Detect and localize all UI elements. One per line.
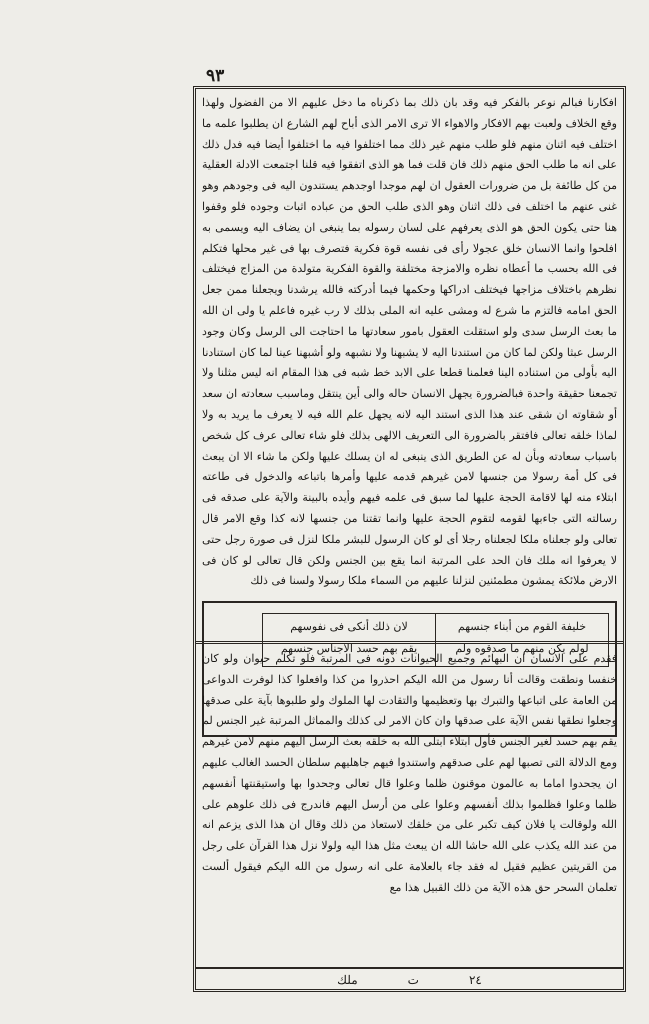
signature-mark: ملك <box>337 973 358 987</box>
main-text-bottom <box>202 649 617 964</box>
page-number: ٩٣ <box>206 66 225 86</box>
paragraph: فقدم على الانسان ان البهائم وجميع الحيوانات دونه فى المرتبة فلو تكلم حيوان ولو كان خنفسا ونطقت وقالت أنا رسول من الله اليكم احذروا من كذا وافعلوا كذا لوفرت الدواعى من العامة على اتباعها والتبرك بها وتعظيمها والتقادت لها الملوك ولو طلبوها بآية على صدقها وجعلوا نطقها نفس الآية على صدقها وان كان الامر لى كذلك والمماثل المرتبة غير الجنس لم يقم بهم حسد لغير الجنس فأول ابتلاء ابتلى الله به خلقه بعث الرسل اليهم منهم لامن غيرهم ومع الدلالة التى تصبها لهم على صدقهم واستندوا فيهم جاهليهم سلطان الحسد الغالب عليهم ان يجحدوا اماما به عالمون موقنون ظلما وعلوا قال تعالى وجحدوا بها واستيقنتها أنفسهم ظلما وعلوا فظلموا بذلك أنفسهم وعلوا على من أرسل اليهم فاندرج فى ذلك علوهم على الله ولوقالت يا فلان كيف تكبر على من خلقك لاستعاذ من ذلك وقال ان هذا الذى يزعم انه من عند الله يكذب على الله حاشا الله ان يبعث مثل هذا اليه ولولا نزل هذا القرآن على رجل من القريتين عظيم فقيل له فقد جاء بالعلامة على انه رسول من الله اليكم فيقول ألست تعلمان السحر حق هذه الآية من ذلك القبيل هذا مع <box>202 652 617 894</box>
main-text-top <box>202 93 617 597</box>
verse-line: لولم يكن منهم ما صدقوه ولم <box>455 642 589 655</box>
section-divider <box>196 641 623 644</box>
verse-line: لان ذلك أنكى فى نفوسهم <box>290 620 408 633</box>
verse-line: خليفة القوم من أبناء جنسهم <box>457 620 587 633</box>
signature-line <box>196 967 623 991</box>
paragraph: افكارنا فبالم نوعر بالفكر فيه وقد بان ذلك بما ذكرناه ما دخل عليهم الا من الفضول ولهذا وقع الخلاف ولعبت بهم الافكار والاهواء الا ترى الامر الذى أباح لهم الشارع ان يطلبوا علمه ما اختلف فيه اثنان منهم فلو طلب منهم غير ذلك مما اختلفوا فيه ما اختلفوا أيضا فيه فدل ذلك على انه ما طلب الحق منهم ذلك فان قلت فما هو الذى اتفقوا فيه قلنا اجتمعت الادلة العقلية من كل طائفة بل من ضرورات العقول ان لهم موجدا اوجدهم يستندون اليه فى وجودهم وهو غنى عنهم ما اختلف فى ذلك اثنان وهو الذى طلب الحق من عباده اثبات وجوده فلو وقفوا هنا حتى يكون الحق هو الذى يعرفهم على لسان رسوله بما ينبغى ان يضاف اليه ويسمى به افلحوا وانما الانسان خلق عجولا رأى فى نفسه قوة فكرية فتصرف بها فى غير محلها فتكلم فى الله بحسب ما أعطاه نظره والامزجة مختلفة والقوة الفكرية متولدة من المزاج فيختلف نظرهم باختلاف مزاجها فيختلف ادراكها وحكمها فيما أدركته فالله يرشدنا ويجعلنا ممن جعل الحق امامه فالتزم ما شرع له ومشى عليه انه الملى بذلك لا رب غيره فاعلم يا ولى ان الله ما بعث الرسل سدى ولو استقلت العقول بامور سعادتها ما احتاجت الى الرسل وكان وجود الرسل عبثا ولكن لما كان من استندنا اليه لا يشبهنا ولا نشبهه ولو أشبهنا عينا لما كان استنادنا اليه بأولى من استناده الينا فعلمنا قطعا على الابد خط شبه فى هذا المقام انه ليس مثلنا ولا تجمعنا حقيقة واحدة فبالضرورة يجهل الانسان حاله والى أين ينتقل وماسبب سعادته ان سعد أو شقاوته ان شقى عند هذا الذى استند اليه لانه يجهل علم الله فيه لا يعرف ما يريد به ولا لماذا خلقه تعالى فافتقر بالضرورة الى التعريف الالهى بذلك فلو شاء تعالى عرف كل شخص باسباب سعادته وبأن له عن الطريق الذى ينبغى له ان يسلك عليها ولكن ما شاء الا ان يبعث فى كل أمة رسولا من جنسها لامن غيرهم قدمه عليها وأمرها باتباعه والدخول فى طاعته ابتلاء منه لها لاقامة الحجة عليها لما سبق فى علمه فيهم وأيده بالبينة والآية على صدقه فى رسالته التى جاءبها لقومه لتقوم الحجة عليها وانما تقتنا من جنسها لانه كذا وقع الامر قال تعالى ولو جعلناه ملكا لجعلناه رجلا أى لو كان الرسول للبشر ملكا لنزل فى صورة رجل حتى لا يعرفوا انه ملك فان الحد على المرتبة انما يقع بين الجنس ولكن قال تعالى لو كان فى الارض ملائكة يمشون مطمئنين لنزلنا عليهم من السماء ملكا رسولا ولسنا فى ذلك <box>202 96 617 588</box>
signature-mark: ت <box>407 973 419 987</box>
signature-mark: ٢٤ <box>468 973 482 987</box>
text-frame <box>193 86 626 992</box>
verse-line: يقم بهم حسد الاجناس جنسهم <box>280 642 418 655</box>
